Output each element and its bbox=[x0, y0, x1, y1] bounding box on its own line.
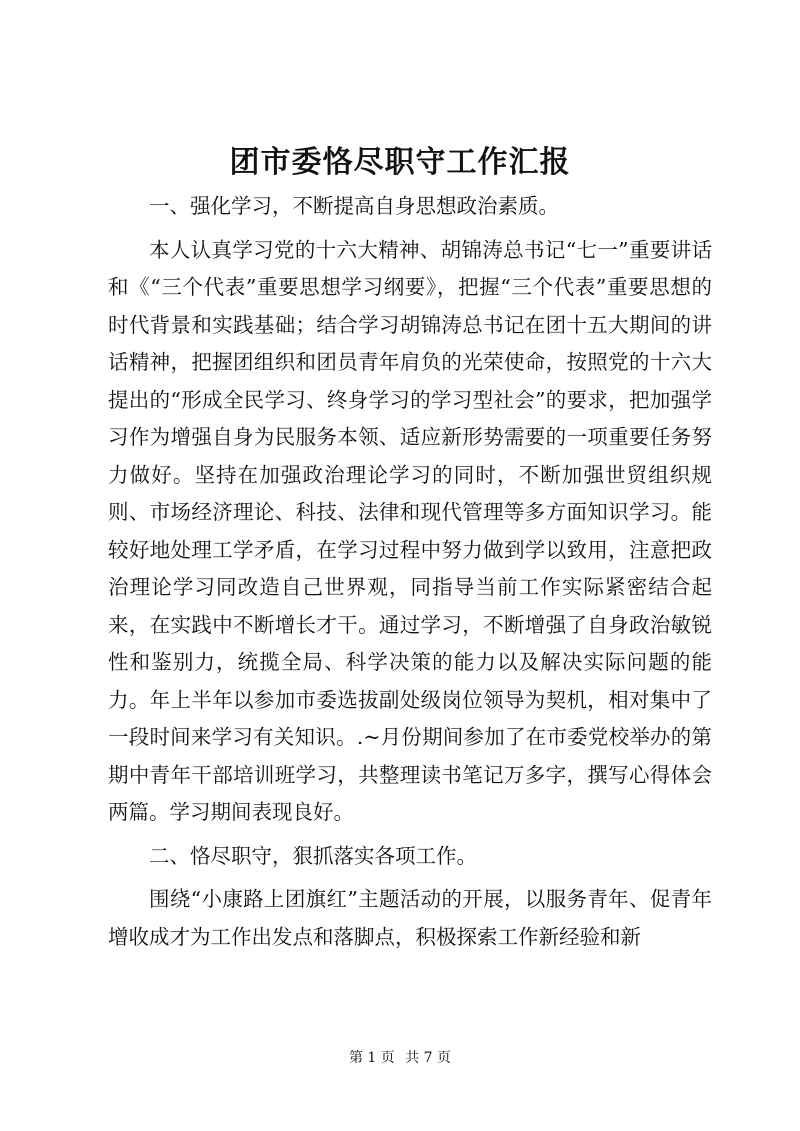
document-body bbox=[108, 188, 712, 956]
paragraph-activities: 围绕“小康路上团旗红”主题活动的开展，以服务青年、促青年增收成才为工作出发点和落脚点，积极探索工作新经验和新 bbox=[108, 887, 712, 949]
paragraph-study: 本人认真学习党的十六大精神、胡锦涛总书记“七一”重要讲话和《“三个代表”重要思想学习纲要》，把握“三个代表”重要思想的时代背景和实践基础；结合学习胡锦涛总书记在团十五大期间的讲话精神，把握团组织和团员青年肩负的光荣使命，按照党的十六大提出的“形成全民学习、终身学习的学习型社会”的要求，把加强学习作为增强自身为民服务本领、适应新形势需要的一项重要任务努力做好。坚持在加强政治理论学习的同时，不断加强世贸组织规则、市场经济理论、科技、法律和现代管理等多方面知识学习。能较好地处理工学矛盾，在学习过程中努力做到学以致用，注意把政治理论学习同改造自己世界观，同指导当前工作实际紧密结合起来，在实践中不断增长才干。通过学习，不断增强了自身政治敏锐性和鉴别力，统揽全局、科学决策的能力以及解决实际问题的能力。年上半年以参加市委选拔副处级岗位领导为契机，相对集中了一段时间来学习有关知识。.~月份期间参加了在市委党校举办的第期中青年干部培训班学习，共整理读书笔记万多字，撰写心得体会两篇。学习期间表现良好。 bbox=[108, 237, 712, 824]
page-total: 共 7 页 bbox=[405, 1050, 452, 1066]
section-heading-2: 二、恪尽职守，狠抓落实各项工作。 bbox=[149, 843, 477, 868]
page-number: 第 1 页 bbox=[348, 1050, 395, 1066]
section-heading-1: 一、强化学习，不断提高自身思想政治素质。 bbox=[149, 194, 559, 218]
document-title: 团市委恪尽职守工作汇报 bbox=[229, 145, 571, 180]
page-footer bbox=[0, 1048, 800, 1068]
